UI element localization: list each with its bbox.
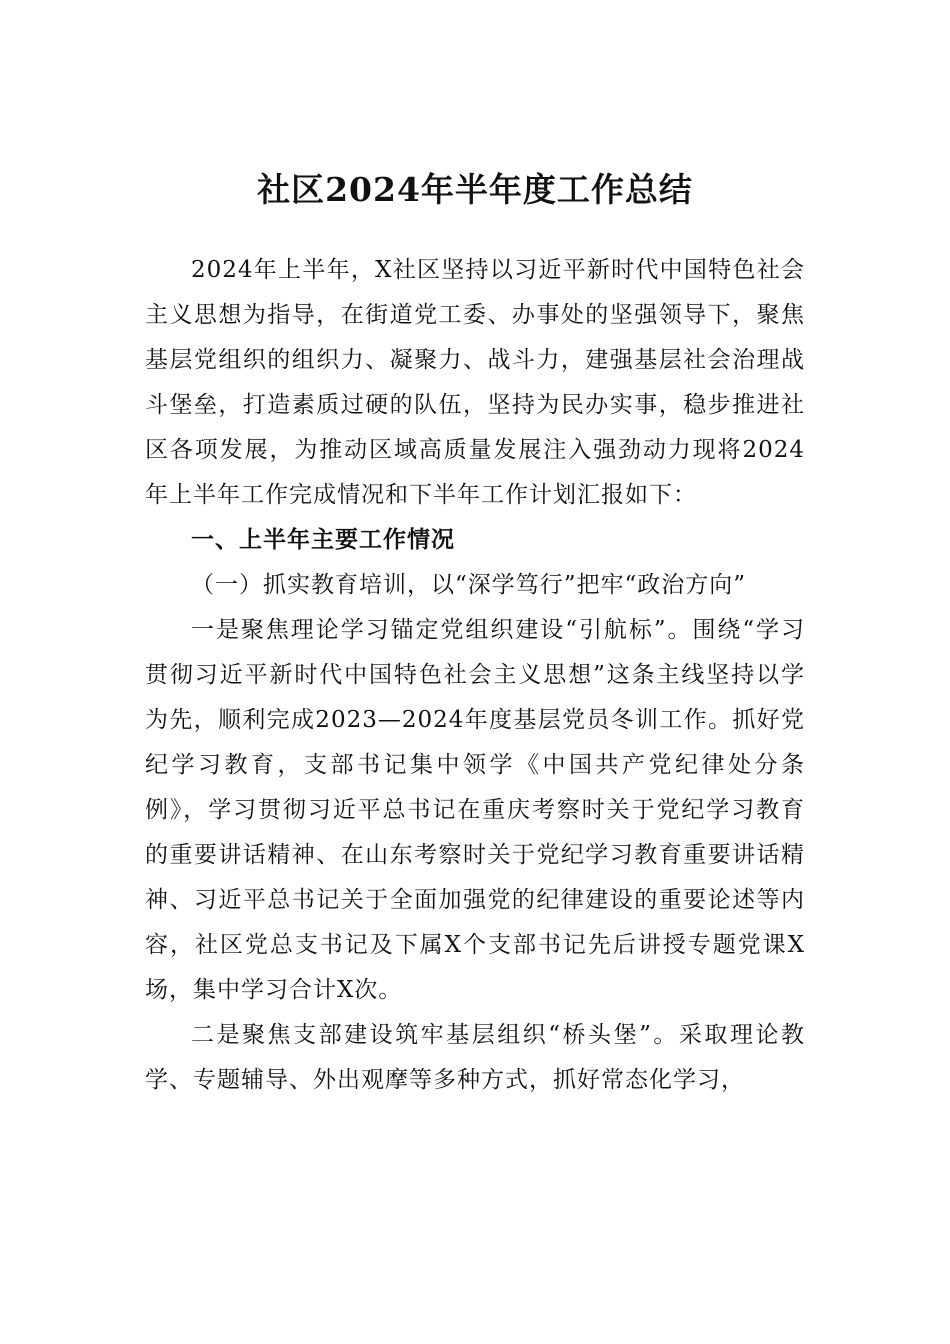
section-heading: 一、上半年主要工作情况 xyxy=(191,527,455,553)
body-paragraph-1: 一是聚焦理论学习锚定党组织建设“引航标”。围绕“学习贯彻习近平新时代中国特色社会主义思想”这条主线坚持以学为先，顺利完成2023—2024年度基层党员冬训工作。抓好党纪学习教育，支部书记集中领学《中国共产党纪律处分条例》，学习贯彻习近平总书记在重庆考察时关于党纪学习教育的重要讲话精神、在山东考察时关于党纪学习教育重要讲话精神、习近平总书记关于全面加强党的纪律建设的重要论述等内容，社区党总支书记及下属X个支部书记先后讲授专题党课X场，集中学习合计X次。 xyxy=(145,617,805,1003)
document-content xyxy=(145,160,805,1103)
subsection-heading: （一）抓实教育培训，以“深学笃行”把牢“政治方向” xyxy=(191,572,747,598)
intro-paragraph: 2024年上半年，X社区坚持以习近平新时代中国特色社会主义思想为指导，在街道党工委、办事处的坚强领导下，聚焦基层党组织的组织力、凝聚力、战斗力，建强基层社会治理战斗堡垒，打造素质过硬的队伍，坚持为民办实事，稳步推进社区各项发展，为推动区域高质量发展注入强劲动力现将2024年上半年工作完成情况和下半年工作计划汇报如下： xyxy=(145,257,805,508)
body-paragraph-2: 二是聚焦支部建设筑牢基层组织“桥头堡”。采取理论教学、专题辅导、外出观摩等多种方式，抓好常态化学习， xyxy=(145,1022,805,1093)
document-title: 社区2024年半年度工作总结 xyxy=(257,170,693,209)
document-body xyxy=(145,248,805,1103)
